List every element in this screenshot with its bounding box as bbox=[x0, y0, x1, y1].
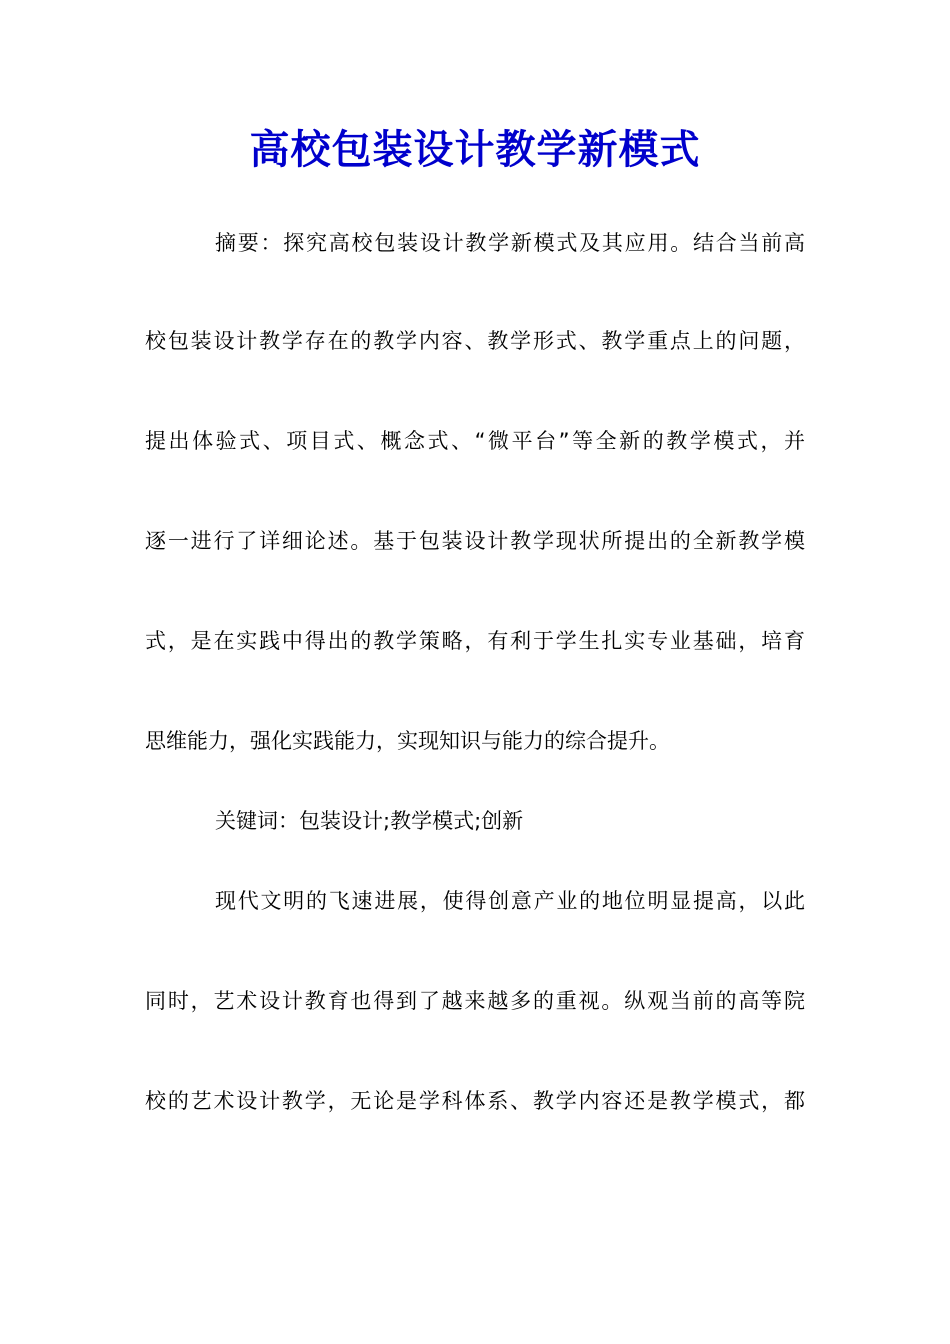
keywords-line: 关键词：包装设计;教学模式;创新 bbox=[215, 809, 524, 833]
body-line-1: 现代文明的飞速进展，使得创意产业的地位明显提高，以此 bbox=[215, 889, 805, 913]
abstract-line-1: 摘要：探究高校包装设计教学新模式及其应用。结合当前高 bbox=[215, 231, 805, 255]
abstract-line-3: 提出体验式、项目式、概念式、“微平台”等全新的教学模式，并 bbox=[145, 429, 805, 453]
abstract-line-5: 式，是在实践中得出的教学策略，有利于学生扎实专业基础，培育 bbox=[145, 629, 805, 653]
abstract-line-4: 逐一进行了详细论述。基于包装设计教学现状所提出的全新教学模 bbox=[145, 529, 805, 553]
body-line-2: 同时，艺术设计教育也得到了越来越多的重视。纵观当前的高等院 bbox=[145, 989, 805, 1013]
document-title: 高校包装设计教学新模式 bbox=[249, 126, 701, 173]
abstract-line-6: 思维能力，强化实践能力，实现知识与能力的综合提升。 bbox=[145, 729, 670, 753]
body-line-3: 校的艺术设计教学，无论是学科体系、教学内容还是教学模式，都 bbox=[145, 1089, 805, 1113]
abstract-line-2: 校包装设计教学存在的教学内容、教学形式、教学重点上的问题， bbox=[145, 329, 805, 353]
